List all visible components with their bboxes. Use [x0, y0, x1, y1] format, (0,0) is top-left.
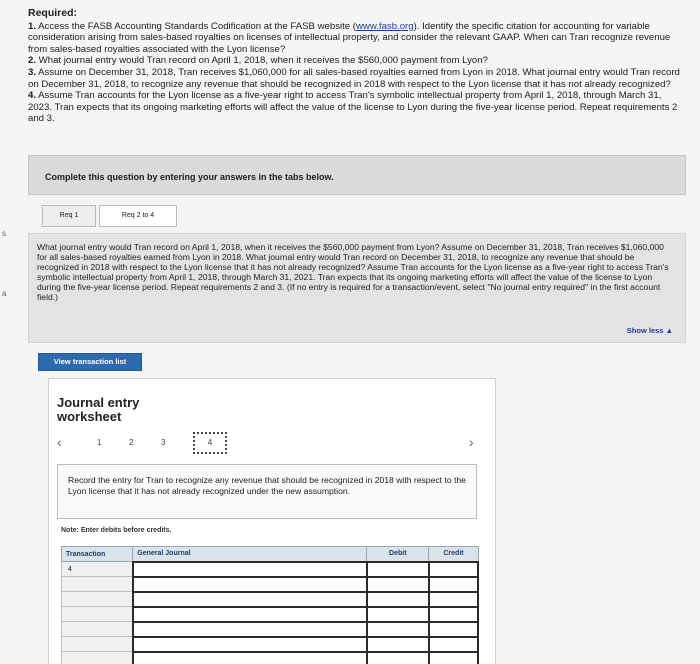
- tab-req-2-to-4[interactable]: Req 2 to 4: [99, 205, 177, 227]
- debit-input[interactable]: [367, 577, 429, 592]
- general-journal-input[interactable]: [133, 607, 367, 622]
- header-general-journal: General Journal: [133, 547, 367, 562]
- page-3[interactable]: 3: [161, 438, 166, 447]
- required-section: [28, 8, 688, 125]
- debits-note: Note: Enter debits before credits.: [61, 527, 172, 534]
- chevron-right-icon[interactable]: ›: [469, 434, 474, 450]
- edge-mark: a: [2, 289, 7, 298]
- general-journal-input[interactable]: [133, 562, 367, 577]
- journal-table: [61, 546, 479, 664]
- question-text: What journal entry would Tran record on April 1, 2018, when it receives the $560,000 payment from Lyon? Assume on December 31, 2018, Tran receives $1,060,000 for all sales-based royalties earned from Lyon in 2018. What journal entry would Tran record on December 31, 2018, to recognize any revenue that should be recognized in 2018 with respect to the Lyon license that it has not already recognized? Assume Tran accounts for the Lyon license as a five-year right to access Tran's symbolic intellectual property from April 1, 2018, through March 31, 2021. Tran expects that its ongoing marketing efforts will affect the value of the license to Lyon during the five-year license period. Repeat requirements 2 and 3. (If no entry is required for a transaction/event, select "No journal entry required" in the first account field.): [37, 242, 669, 302]
- table-row: [62, 652, 479, 664]
- debit-input[interactable]: [367, 607, 429, 622]
- transaction-cell: [62, 652, 133, 664]
- required-item-4: 4. Assume Tran accounts for the Lyon license as a five-year right to access Tran's symbolic intellectual property from April 1, 2018, through March 31, 2023. Tran expects that its ongoing marketing efforts will affect the value of the license to Lyon during the five-year license period. Repeat requirements 2 and 3.: [28, 90, 678, 125]
- credit-input[interactable]: [429, 562, 478, 577]
- header-credit: Credit: [429, 547, 478, 562]
- triangle-up-icon: ▲: [665, 326, 673, 335]
- fasb-link[interactable]: www.fasb.org: [355, 20, 414, 32]
- view-transaction-list-button[interactable]: View transaction list: [38, 353, 142, 371]
- credit-input[interactable]: [429, 622, 478, 637]
- journal-entry-worksheet: [48, 378, 496, 664]
- required-item-2: 2. What journal entry would Tran record on April 1, 2018, when it receives the $560,000 payment from Lyon?: [28, 55, 488, 67]
- required-item-1: 1. Access the FASB Accounting Standards Codification at the FASB website (www.fasb.org). Identify the specific citation for accounting for variable consideration arising from sales-based royalties on licenses of intellectual property, and consider the relevant GAAP. When can Tran recognize revenue from sales-based royalties associated with the Lyon license?: [28, 20, 671, 55]
- header-transaction: Transaction: [62, 547, 133, 562]
- debit-input[interactable]: [367, 637, 429, 652]
- transaction-cell: 4: [62, 562, 133, 577]
- required-item-3: 3. Assume on December 31, 2018, Tran receives $1,060,000 for all sales-based royalties earned from Lyon in 2018. What journal entry would Tran record on December 31, 2018, to recognize any revenue that should be recognized in 2018 with respect to the Lyon license that it has not already recognized?: [28, 66, 680, 90]
- general-journal-input[interactable]: [133, 592, 367, 607]
- general-journal-input[interactable]: [133, 652, 367, 664]
- credit-input[interactable]: [429, 607, 478, 622]
- edge-mark: s: [2, 229, 6, 238]
- debit-input[interactable]: [367, 562, 429, 577]
- transaction-cell: [62, 622, 133, 637]
- general-journal-input[interactable]: [133, 637, 367, 652]
- table-row: [62, 607, 479, 622]
- transaction-cell: [62, 577, 133, 592]
- tab-req-1[interactable]: Req 1: [42, 205, 96, 227]
- table-row: [62, 637, 479, 652]
- transaction-cell: [62, 607, 133, 622]
- debit-input[interactable]: [367, 652, 429, 664]
- credit-input[interactable]: [429, 592, 478, 607]
- instructions-band: Complete this question by entering your answers in the tabs below.: [28, 155, 686, 195]
- credit-input[interactable]: [429, 652, 478, 664]
- page-1[interactable]: 1: [97, 438, 102, 447]
- question-panel: [28, 233, 686, 343]
- debit-input[interactable]: [367, 622, 429, 637]
- tab-bar: [28, 195, 686, 233]
- transaction-cell: [62, 637, 133, 652]
- table-row: [62, 592, 479, 607]
- table-row: [62, 622, 479, 637]
- debit-input[interactable]: [367, 592, 429, 607]
- page-2[interactable]: 2: [129, 438, 134, 447]
- credit-input[interactable]: [429, 577, 478, 592]
- worksheet-pager: [57, 432, 497, 456]
- general-journal-input[interactable]: [133, 622, 367, 637]
- chevron-left-icon[interactable]: ‹: [57, 434, 62, 450]
- header-debit: Debit: [367, 547, 429, 562]
- worksheet-title: Journal entry worksheet: [57, 395, 140, 424]
- credit-input[interactable]: [429, 637, 478, 652]
- general-journal-input[interactable]: [133, 577, 367, 592]
- entry-instruction: Record the entry for Tran to recognize any revenue that should be recognized in 2018 with respect to the Lyon license that it has not already recognized under the new assumption.: [57, 464, 477, 519]
- required-heading: Required:: [28, 7, 78, 19]
- page-4-current[interactable]: 4: [193, 432, 227, 454]
- table-row: [62, 562, 479, 577]
- table-row: [62, 577, 479, 592]
- show-less-link[interactable]: Show less ▲: [626, 326, 673, 335]
- transaction-cell: [62, 592, 133, 607]
